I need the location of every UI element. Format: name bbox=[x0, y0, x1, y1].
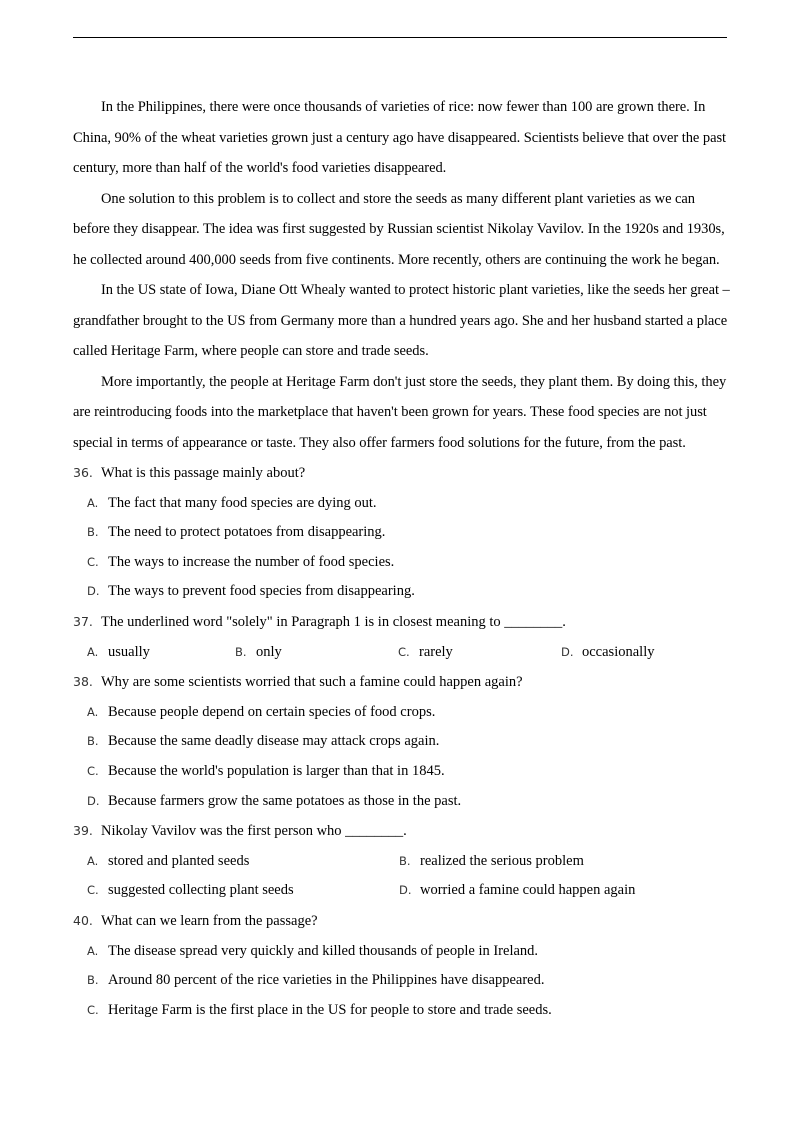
option-text: Around 80 percent of the rice varieties in the Philippines have disappeared. bbox=[108, 972, 545, 989]
option-38-c[interactable] bbox=[73, 757, 733, 787]
option-text: stored and planted seeds bbox=[108, 852, 250, 869]
option-40-c[interactable] bbox=[73, 996, 733, 1026]
header-rule bbox=[73, 37, 727, 38]
question-number: 38. bbox=[73, 674, 93, 690]
option-text: Because the same deadly disease may attack crops again. bbox=[108, 733, 440, 750]
question-37 bbox=[73, 607, 733, 638]
option-39-d[interactable] bbox=[399, 876, 635, 906]
question-40 bbox=[73, 906, 733, 937]
option-label: B. bbox=[235, 644, 247, 659]
option-36-d[interactable] bbox=[73, 577, 733, 607]
option-label: C. bbox=[87, 763, 99, 778]
options-row-39-cd bbox=[73, 876, 733, 906]
option-text: worried a famine could happen again bbox=[420, 882, 636, 899]
option-label: D. bbox=[399, 883, 412, 898]
passage bbox=[73, 92, 733, 458]
options-row-37 bbox=[73, 638, 733, 668]
passage-paragraph-3: In the US state of Iowa, Diane Ott Whealy wanted to protect historic plant varieties, like the seeds her great – grandfather brought to the US from Germany more than a hundred years ago. She and her husband started a place called Heritage Farm, where people can store and trade seeds. bbox=[73, 282, 730, 359]
option-label: D. bbox=[561, 644, 574, 659]
option-text: The ways to prevent food species from disappearing. bbox=[108, 583, 415, 600]
question-text: Why are some scientists worried that such a famine could happen again? bbox=[101, 674, 523, 691]
question-text: What is this passage mainly about? bbox=[101, 465, 306, 481]
option-40-a[interactable] bbox=[73, 937, 733, 967]
option-text: occasionally bbox=[582, 643, 655, 660]
option-label: A. bbox=[87, 644, 99, 659]
option-text: Because farmers grow the same potatoes as those in the past. bbox=[108, 792, 462, 809]
option-40-b[interactable] bbox=[73, 966, 733, 996]
option-39-a[interactable] bbox=[87, 847, 399, 877]
option-text: suggested collecting plant seeds bbox=[108, 882, 294, 899]
option-label: C. bbox=[398, 644, 410, 659]
document-page bbox=[73, 92, 733, 1025]
option-text: realized the serious problem bbox=[420, 852, 584, 869]
option-text: The disease spread very quickly and killed thousands of people in Ireland. bbox=[108, 942, 539, 959]
question-text: What can we learn from the passage? bbox=[101, 912, 318, 929]
option-text: only bbox=[256, 643, 282, 660]
question-36 bbox=[73, 458, 733, 489]
option-label: B. bbox=[87, 734, 99, 749]
option-text: Because people depend on certain species of food crops. bbox=[108, 703, 436, 720]
option-label: A. bbox=[87, 853, 99, 868]
option-38-d[interactable] bbox=[73, 787, 733, 817]
option-39-b[interactable] bbox=[399, 847, 584, 877]
question-number: 39. bbox=[73, 823, 93, 839]
option-label: B. bbox=[87, 973, 99, 988]
option-label: C. bbox=[87, 1002, 99, 1017]
option-text: Heritage Farm is the first place in the US for people to store and trade seeds. bbox=[108, 1001, 552, 1018]
option-label: C. bbox=[87, 883, 99, 898]
option-label: C. bbox=[87, 554, 99, 569]
question-38 bbox=[73, 667, 733, 698]
option-36-c[interactable] bbox=[73, 548, 733, 578]
question-39 bbox=[73, 816, 733, 847]
option-text: The fact that many food species are dying out. bbox=[108, 494, 377, 511]
question-number: 37. bbox=[73, 613, 93, 629]
option-36-a[interactable] bbox=[73, 489, 733, 519]
option-text: usually bbox=[108, 643, 150, 660]
option-label: B. bbox=[87, 525, 99, 540]
options-row-39-ab bbox=[73, 847, 733, 877]
option-text: The ways to increase the number of food species. bbox=[108, 553, 395, 570]
option-label: B. bbox=[399, 853, 411, 868]
question-number: 40. bbox=[73, 912, 93, 928]
option-label: D. bbox=[87, 793, 100, 808]
option-label: D. bbox=[87, 584, 100, 599]
option-38-b[interactable] bbox=[73, 727, 733, 757]
option-38-a[interactable] bbox=[73, 698, 733, 728]
option-text: Because the world's population is larger than that in 1845. bbox=[108, 762, 445, 779]
question-text: Nikolay Vavilov was the first person who ________. bbox=[101, 823, 407, 840]
option-label: A. bbox=[87, 495, 99, 510]
passage-paragraph-4: More importantly, the people at Heritage Farm don't just store the seeds, they plant them. By doing this, they are reintroducing foods into the marketplace that haven't been grown for years. These food species are not just special in terms of appearance or taste. They also offer farmers food solutions for the future, from the past. bbox=[73, 373, 727, 451]
passage-paragraph-1: In the Philippines, there were once thousands of varieties of rice: now fewer than 100 are grown there. In China, 90% of the wheat varieties grown just a century ago have disappeared. Scientists believe that over the past century, more than half of the world's food varieties disappeared. bbox=[73, 99, 727, 176]
question-text: The underlined word "solely" in Paragraph 1 is in closest meaning to ________. bbox=[101, 613, 566, 630]
option-37-a[interactable] bbox=[87, 638, 235, 668]
option-37-b[interactable] bbox=[235, 638, 398, 668]
option-text: rarely bbox=[419, 643, 453, 660]
question-number: 36. bbox=[73, 465, 93, 480]
option-label: A. bbox=[87, 704, 99, 719]
option-36-b[interactable] bbox=[73, 518, 733, 548]
option-37-c[interactable] bbox=[398, 638, 561, 668]
option-label: A. bbox=[87, 943, 99, 958]
passage-paragraph-2: One solution to this problem is to collect and store the seeds as many different plant varieties as we can before they disappear. The idea was first suggested by Russian scientist Nikolay Vavilov. In the 1920s and 1930s, he collected around 400,000 seeds from five continents. More recently, others are continuing the work he began. bbox=[73, 190, 725, 268]
option-37-d[interactable] bbox=[561, 638, 654, 668]
option-39-c[interactable] bbox=[87, 876, 399, 906]
option-text: The need to protect potatoes from disappearing. bbox=[108, 524, 386, 541]
